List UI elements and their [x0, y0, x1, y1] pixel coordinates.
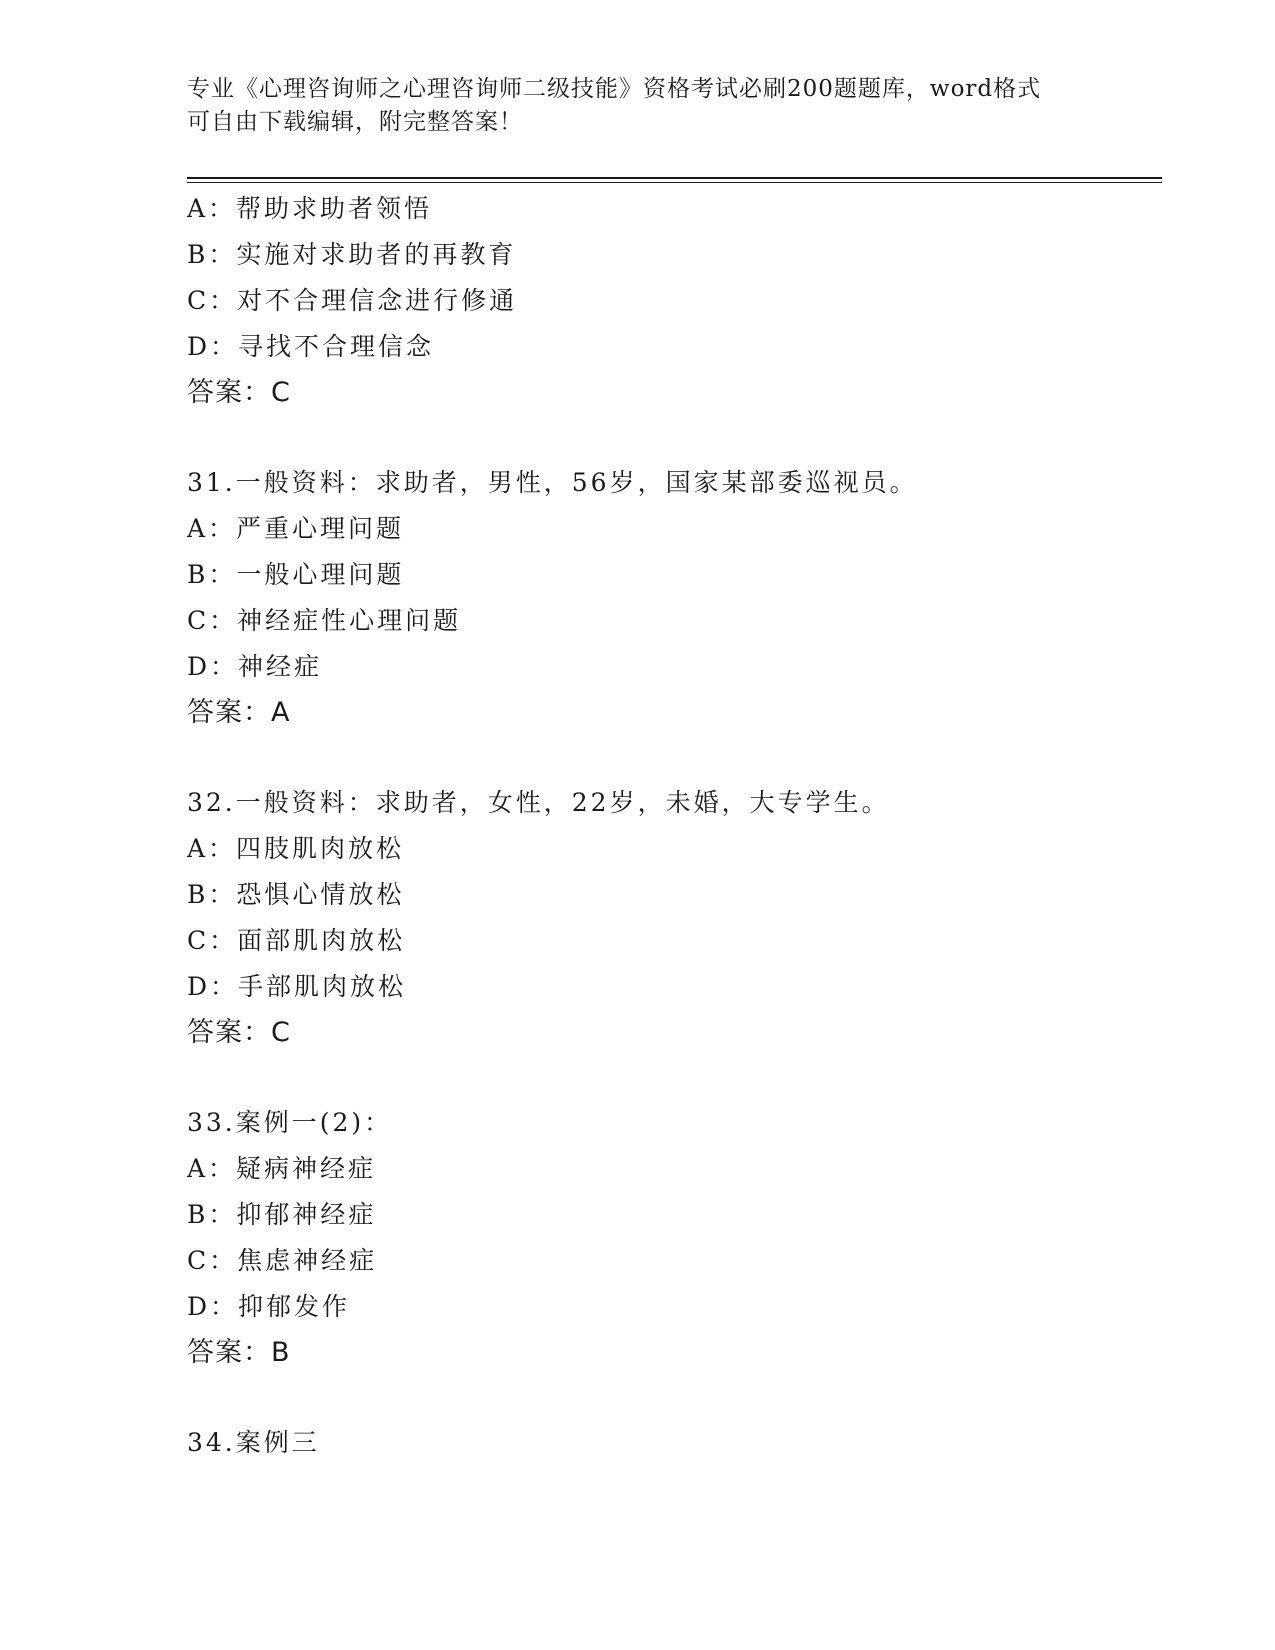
spacer — [187, 1376, 1162, 1420]
question-stem: 33.案例一(2)： — [187, 1108, 393, 1137]
header-subtitle-line: 可自由下载编辑，附完整答案！ — [187, 109, 523, 135]
answer-line: 答案：B — [187, 1337, 291, 1368]
option-d: D：神经症 — [187, 652, 323, 681]
option-c: C：面部肌肉放松 — [187, 926, 406, 955]
option-d: D：抑郁发作 — [187, 1292, 351, 1321]
question-30 — [187, 186, 1162, 416]
header-title-line: 专业《心理咨询师之心理咨询师二级技能》资格考试必刷200题题库，word格式 — [187, 76, 1042, 102]
answer-line: 答案：C — [187, 377, 291, 408]
option-a: A：严重心理问题 — [187, 514, 405, 543]
option-c: C：焦虑神经症 — [187, 1246, 378, 1275]
option-d: D：寻找不合理信念 — [187, 332, 435, 361]
header-divider-thick — [187, 177, 1162, 179]
option-b: B：实施对求助者的再教育 — [187, 240, 517, 269]
question-stem: 31.一般资料：求助者，男性，56岁，国家某部委巡视员。 — [187, 468, 918, 497]
question-34 — [187, 1420, 1162, 1466]
option-b: B：抑郁神经症 — [187, 1200, 377, 1229]
option-d: D：手部肌肉放松 — [187, 972, 407, 1001]
option-c: C：对不合理信念进行修通 — [187, 286, 518, 315]
option-b: B：一般心理问题 — [187, 560, 405, 589]
option-a: A：帮助求助者领悟 — [187, 194, 433, 223]
question-31 — [187, 460, 1162, 736]
question-32 — [187, 780, 1162, 1056]
spacer — [187, 736, 1162, 780]
question-stem: 32.一般资料：求助者，女性，22岁，未婚，大专学生。 — [187, 788, 890, 817]
question-list — [187, 186, 1162, 1466]
question-33 — [187, 1100, 1162, 1376]
question-stem: 34.案例三 — [187, 1428, 320, 1457]
option-c: C：神经症性心理问题 — [187, 606, 462, 635]
option-a: A：四肢肌肉放松 — [187, 834, 405, 863]
answer-line: 答案：C — [187, 1017, 291, 1048]
option-b: B：恐惧心情放松 — [187, 880, 405, 909]
spacer — [187, 1056, 1162, 1100]
option-a: A：疑病神经症 — [187, 1154, 377, 1183]
document-header — [187, 73, 1087, 139]
header-divider-thin — [187, 182, 1162, 183]
answer-line: 答案：A — [187, 697, 291, 728]
spacer — [187, 416, 1162, 460]
